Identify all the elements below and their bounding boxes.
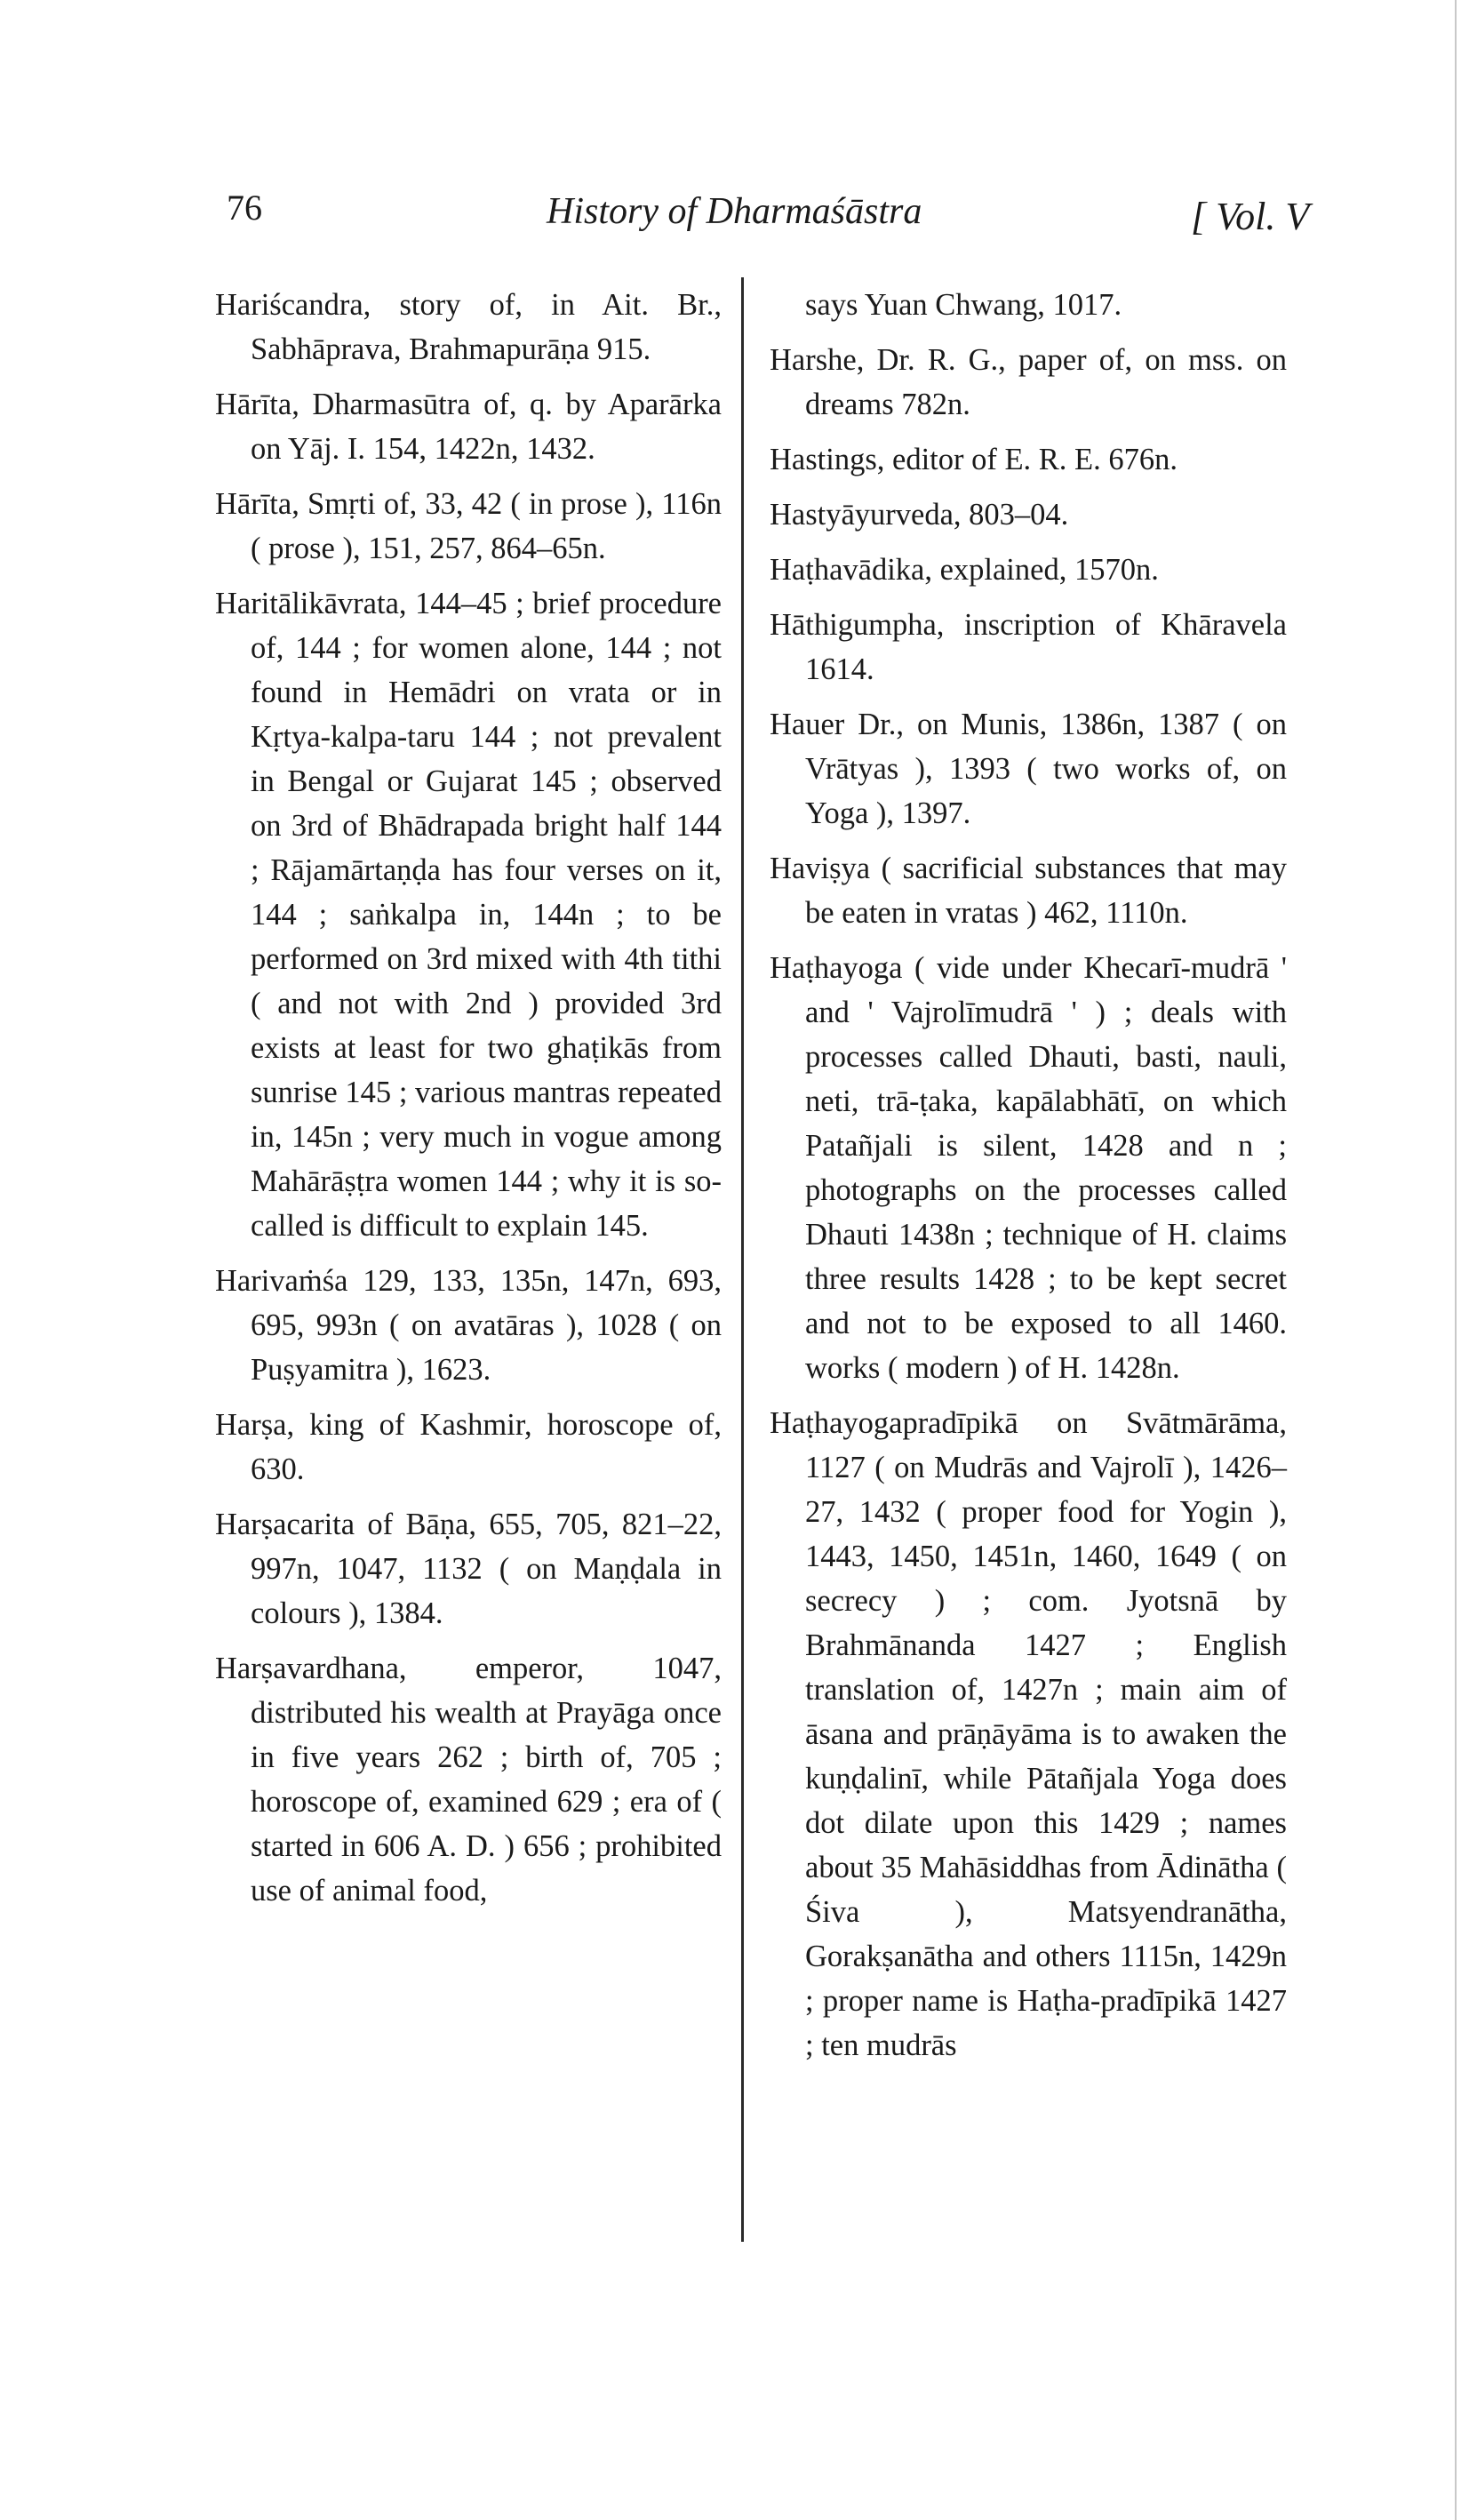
index-entry-continuation: says Yuan Chwang, 1017. bbox=[805, 288, 1122, 322]
index-entry: Harṣa, king of Kashmir, horoscope of, 630. bbox=[215, 1408, 722, 1486]
scan-edge-line bbox=[1455, 0, 1457, 2520]
index-entry: Hāthigumpha, inscription of Khāravela 1614. bbox=[770, 608, 1287, 686]
index-entry: Haṭhavādika, explained, 1570n. bbox=[770, 553, 1159, 587]
column-divider bbox=[741, 277, 744, 2242]
right-column bbox=[770, 283, 1287, 2078]
index-entry: Haritālikāvrata, 144–45 ; brief procedure of, 144 ; for women alone, 144 ; not found in Hemādri on vrata or in Kṛtya-kalpa-taru 144 ; not prevalent in Bengal or Gujarat 145 ; observed on 3rd of Bhādrapada bright half 144 ; Rājamārtaṇḍa has four verses on it, 144 ; saṅkalpa in, 144n ; to be performed on 3rd mixed with 4th tithi ( and not with 2nd ) provided 3rd exists at least for two ghaṭikās from sunrise 145 ; various mantras repeated in, 145n ; very much in vogue among Mahārāṣṭra women 144 ; why it is so-called is difficult to explain 145. bbox=[215, 587, 722, 1243]
volume-label: [ Vol. V bbox=[1191, 195, 1310, 238]
index-entry: Hārīta, Dharmasūtra of, q. by Aparārka on Yāj. I. 154, 1422n, 1432. bbox=[215, 388, 722, 466]
index-entry: Harivaṁśa 129, 133, 135n, 147n, 693, 695, 993n ( on avatāras ), 1028 ( on Puṣyamitra ), 1623. bbox=[215, 1264, 722, 1387]
page-header bbox=[0, 178, 1469, 249]
index-entry: Hariścandra, story of, in Ait. Br., Sabhāprava, Brahmapurāṇa 915. bbox=[215, 288, 722, 366]
left-column bbox=[215, 283, 722, 1924]
page-number: 76 bbox=[227, 188, 262, 228]
index-entry: Harṣavardhana, emperor, 1047, distributed his wealth at Prayāga once in five years 262 ; birth of, 705 ; horoscope of, examined 629 ; era of ( started in 606 A. D. ) 656 ; prohibited use of animal food, bbox=[215, 1652, 722, 1908]
index-entry: Hastings, editor of E. R. E. 676n. bbox=[770, 443, 1178, 476]
index-entry: Hauer Dr., on Munis, 1386n, 1387 ( on Vrātyas ), 1393 ( two works of, on Yoga ), 1397. bbox=[770, 708, 1287, 830]
index-entry: Haviṣya ( sacrificial substances that may be eaten in vratas ) 462, 1110n. bbox=[770, 852, 1287, 930]
index-entry: Hastyāyurveda, 803–04. bbox=[770, 498, 1069, 532]
running-title: History of Dharmaśāstra bbox=[547, 191, 922, 232]
index-entry: Harshe, Dr. R. G., paper of, on mss. on dreams 782n. bbox=[770, 343, 1287, 421]
index-entry: Haṭhayogapradīpikā on Svātmārāma, 1127 ( on Mudrās and Vajrolī ), 1426–27, 1432 ( proper food for Yogin ), 1443, 1450, 1451n, 1460, 1649 ( on secrecy ) ; com. Jyotsnā by Brahmānanda 1427 ; English translation of, 1427n ; main aim of āsana and prāṇāyāma is to awaken the kuṇḍalinī, while Pātañjala Yoga does dot dilate upon this 1429 ; names about 35 Mahāsiddhas from Ādinātha ( Śiva ), Matsyendranātha, Gorakṣanātha and others 1115n, 1429n ; proper name is Haṭha-pradīpikā 1427 ; ten mudrās bbox=[770, 1406, 1287, 2062]
index-entry: Harṣacarita of Bāṇa, 655, 705, 821–22, 997n, 1047, 1132 ( on Maṇḍala in colours ), 1384. bbox=[215, 1508, 722, 1630]
index-entry: Hārīta, Smṛti of, 33, 42 ( in prose ), 116n ( prose ), 151, 257, 864–65n. bbox=[215, 487, 722, 565]
index-entry: Haṭhayoga ( vide under Khecarī-mudrā ' and ' Vajrolīmudrā ' ) ; deals with processes called Dhauti, basti, nauli, neti, trā-ṭaka, kapālabhātī, on which Patañjali is silent, 1428 and n ; photographs on the processes called Dhauti 1438n ; technique of H. claims three results 1428 ; to be kept secret and not to be exposed to all 1460. works ( modern ) of H. 1428n. bbox=[770, 951, 1287, 1385]
